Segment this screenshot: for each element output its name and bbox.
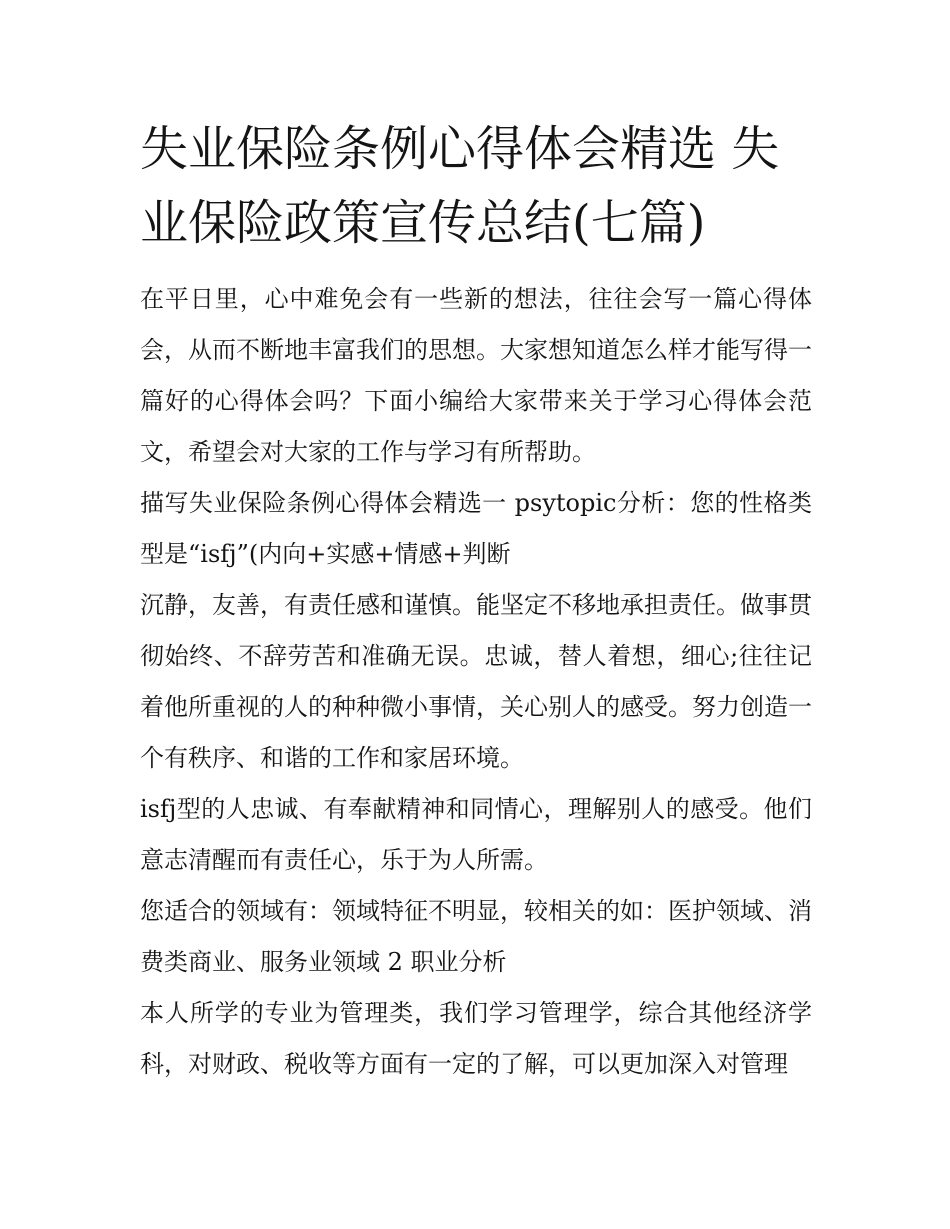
paragraph-suitable-fields: 您适合的领域有：领域特征不明显，较相关的如：医护领域、消费类商业、服务业领域 2 职业分析 [140, 897, 812, 976]
paragraph-major-analysis: 本人所学的专业为管理类，我们学习管理学，综合其他经济学科，对财政、税收等方面有一定的了解，可以更加深入对管理 [140, 999, 812, 1078]
paragraph-traits: 沉静，友善，有责任感和谨慎。能坚定不移地承担责任。做事贯彻始终、不辞劳苦和准确无误。忠诚，替人着想，细心;往往记着他所重视的人的种种微小事情，关心别人的感受。努力创造一个有秩序、和谐的工作和家居环境。 [140, 591, 812, 772]
paragraph-isfj-description: isfj型的人忠诚、有奉献精神和同情心，理解别人的感受。他们意志清醒而有责任心，乐于为人所需。 [140, 795, 812, 874]
document-body [140, 112, 812, 1090]
paragraph-personality-type: 描写失业保险条例心得体会精选一 psytopic分析：您的性格类型是“isfj”(内向+实感+情感+判断 [140, 489, 812, 568]
paragraph-intro: 在平日里，心中难免会有一些新的想法，往往会写一篇心得体会，从而不断地丰富我们的思想。大家想知道怎么样才能写得一篇好的心得体会吗？下面小编给大家带来关于学习心得体会范文，希望会对大家的工作与学习有所帮助。 [140, 285, 812, 466]
document-title: 失业保险条例心得体会精选 失业保险政策宣传总结(七篇) [140, 121, 780, 251]
